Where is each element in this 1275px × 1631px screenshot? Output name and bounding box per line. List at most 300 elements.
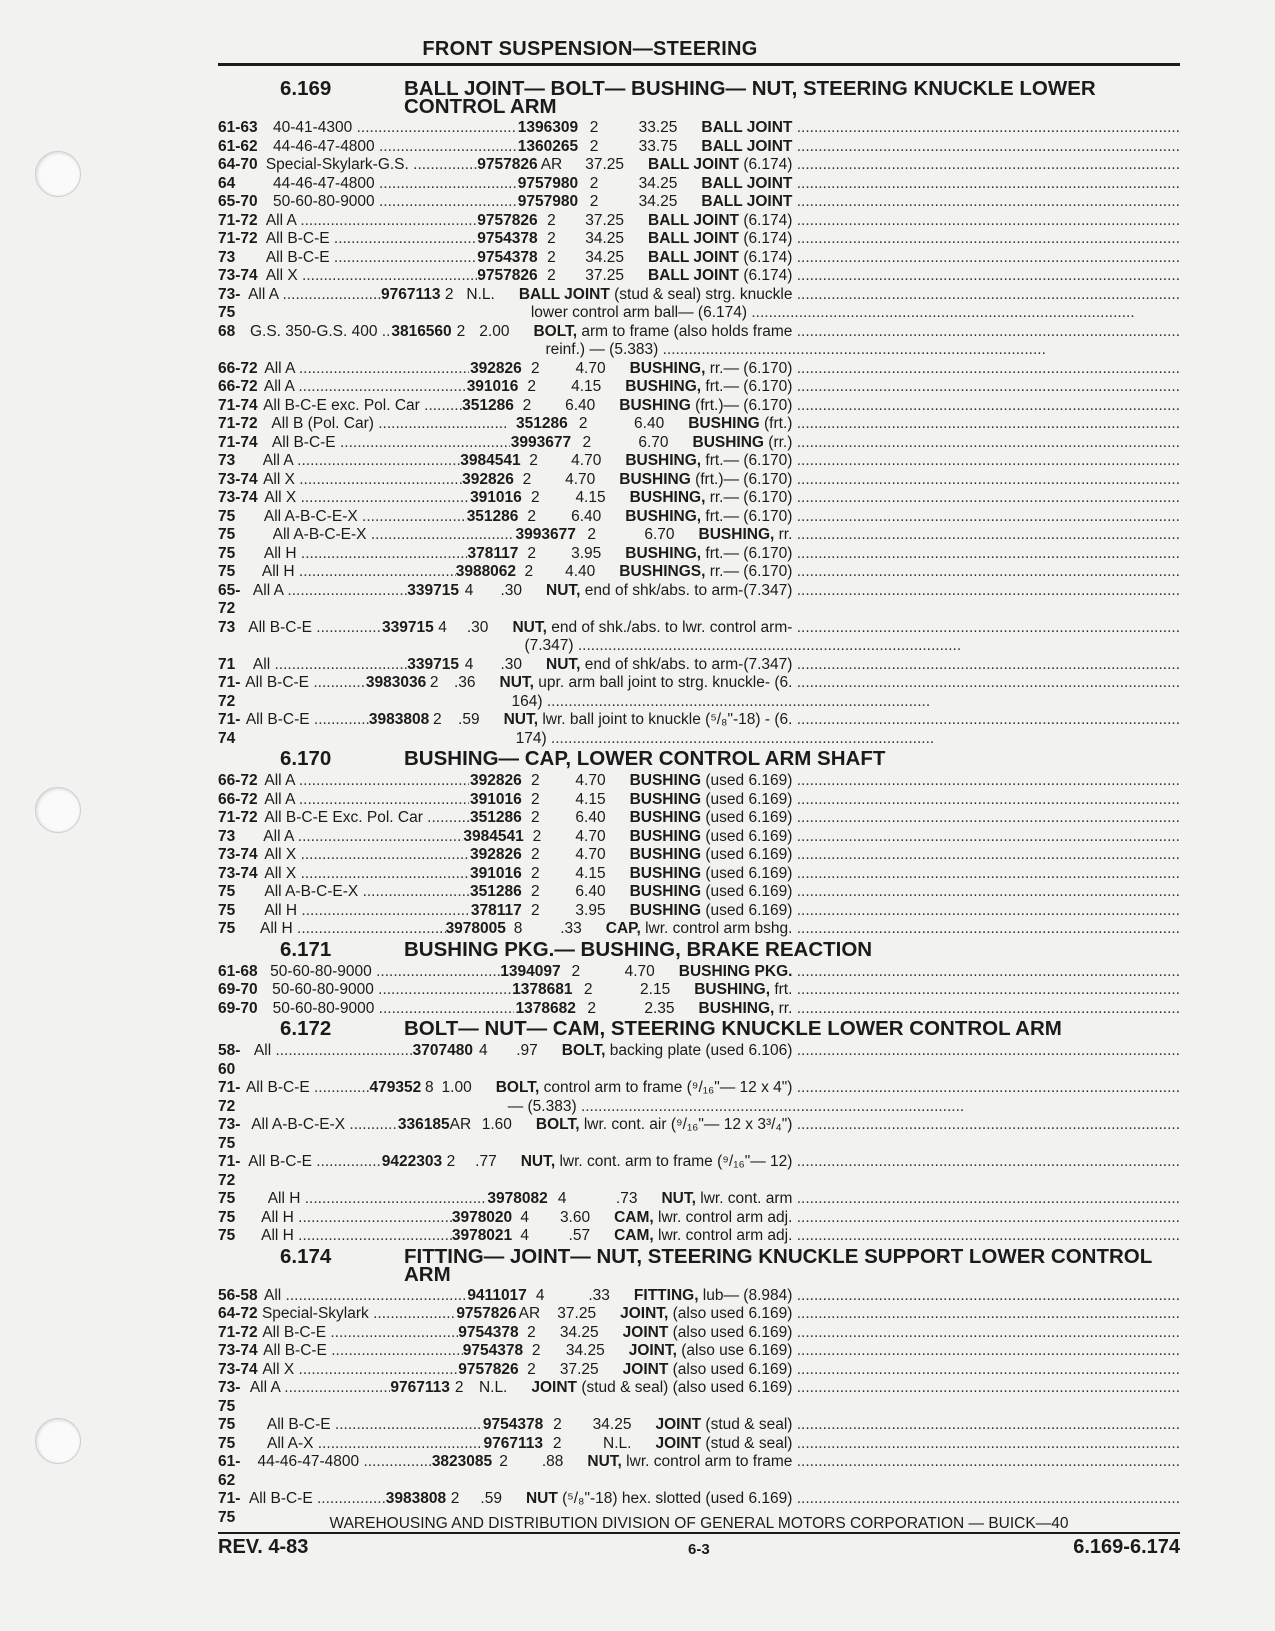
- part-number: 1360265: [517, 137, 579, 155]
- part-number: 3984541: [460, 452, 521, 469]
- part-row: [218, 1000, 1180, 1019]
- part-detail: (used 6.169): [701, 809, 793, 826]
- price: 2.00: [479, 322, 510, 340]
- part-detail: frt.: [770, 981, 793, 998]
- part-detail: lwr. control arm bshg.: [640, 920, 793, 937]
- section-number: 6.171: [280, 937, 332, 961]
- quantity: 4: [520, 1208, 529, 1226]
- part-number: 391016: [466, 378, 519, 395]
- part-detail: (used 6.169): [701, 846, 793, 863]
- model-applicability: G.S. 350-G.S. 400 .....: [250, 323, 391, 360]
- year-range: 71-74: [218, 433, 258, 451]
- part-description: [590, 1209, 1180, 1228]
- part-row: [218, 809, 1180, 828]
- price: 6.40: [565, 396, 596, 414]
- model-applicability: All X .....: [263, 471, 462, 490]
- part-description: [601, 545, 1180, 564]
- part-number: 3978020: [451, 1208, 513, 1226]
- part-number: 3823085: [431, 1453, 493, 1470]
- year-range: 64: [218, 174, 236, 192]
- price: .30: [466, 618, 489, 636]
- description-line: [519, 286, 1180, 305]
- description-line: [701, 138, 1180, 157]
- part-name: BUSHING: [629, 772, 702, 789]
- model-applicability: All B (Pol. Car) .....: [271, 415, 507, 434]
- part-row: [218, 1453, 1180, 1490]
- part-number: 9754378: [477, 230, 538, 247]
- part-description: [476, 674, 1180, 711]
- description-line: [661, 1190, 1180, 1209]
- top-rule: [218, 63, 1180, 66]
- year-range: 71-72: [218, 1323, 258, 1341]
- model-applicability: All X .....: [264, 865, 469, 884]
- section-header: [218, 1018, 1180, 1039]
- part-row: [218, 545, 1180, 564]
- part-name: BOLT,: [535, 1116, 580, 1133]
- part-description: [606, 883, 1180, 902]
- part-name: NUT,: [661, 1190, 696, 1207]
- part-detail: lwr. cont. arm to frame (⁹/₁₆"— 12): [555, 1153, 793, 1170]
- part-name: BUSHING: [619, 470, 691, 488]
- part-detail: (rr.): [764, 433, 793, 451]
- part-number: 3978005: [445, 920, 506, 937]
- part-name: BUSHING: [629, 790, 702, 808]
- quantity: 2: [553, 1416, 562, 1433]
- part-number: 391016: [470, 489, 522, 506]
- part-number: 9754378: [482, 1416, 544, 1433]
- part-name: BUSHING: [692, 433, 764, 451]
- description-line: [699, 526, 1180, 545]
- part-description: [497, 1153, 1180, 1190]
- section-number: 6.170: [280, 747, 332, 770]
- part-name: BUSHING: [629, 809, 702, 826]
- section-header: [218, 748, 1180, 769]
- part-row: [218, 378, 1180, 397]
- description-line: [496, 1079, 1180, 1098]
- year-range: 73-74: [218, 1342, 258, 1359]
- description-line: [625, 378, 1180, 397]
- part-row: [218, 981, 1180, 1000]
- binder-hole: [35, 787, 81, 833]
- price: 4.70: [624, 962, 655, 980]
- description-line: [625, 545, 1180, 564]
- part-row: [218, 508, 1180, 527]
- year-range: 71-72: [218, 1079, 241, 1115]
- part-row: [218, 883, 1180, 902]
- price: .33: [588, 1286, 610, 1304]
- year-range: 73-74: [218, 846, 258, 863]
- quantity: 2: [530, 489, 540, 506]
- part-description: [522, 656, 1180, 675]
- price: 4.70: [565, 470, 596, 488]
- year-range: 73-75: [218, 1379, 241, 1415]
- section-title: BALL JOINT— BOLT— BUSHING— NUT, STEERING KNUCKLE LOWER CONTROL ARM: [404, 77, 1096, 118]
- model-applicability: All B-C-E .....: [248, 1153, 382, 1190]
- part-detail: lwr. ball joint to knuckle (⁵/₈"-18) - (6.: [538, 711, 793, 728]
- section-title: BUSHING PKG.— BUSHING, BRAKE REACTION: [404, 937, 873, 961]
- quantity: 2: [446, 1153, 456, 1170]
- part-name: BALL JOINT: [648, 156, 740, 173]
- part-description: [664, 415, 1180, 434]
- part-name: FITTING,: [633, 1286, 699, 1304]
- model-applicability: All H .....: [261, 1209, 452, 1228]
- part-name: BUSHING,: [625, 378, 702, 395]
- price: 37.25: [557, 1305, 597, 1322]
- year-range: 71-72: [218, 415, 258, 432]
- part-number: 3984541: [463, 827, 524, 845]
- footer-revision: REV. 4-83: [218, 1536, 309, 1558]
- part-detail: (6.174): [739, 211, 793, 229]
- description-line: [693, 434, 1180, 453]
- part-name: BUSHING,: [625, 452, 702, 469]
- part-description: [606, 791, 1180, 810]
- part-detail: (also used 6.169): [668, 1360, 793, 1378]
- model-applicability: All .....: [264, 1287, 467, 1306]
- model-applicability: All B-C-E .....: [246, 711, 369, 748]
- part-row: [218, 249, 1180, 268]
- part-detail: lwr. cont. arm: [695, 1190, 793, 1207]
- part-name: BALL JOINT: [518, 285, 610, 303]
- description-line: [630, 865, 1180, 884]
- price: 2.35: [644, 999, 675, 1017]
- binder-hole: [35, 1418, 81, 1464]
- part-name: JOINT: [531, 1379, 578, 1396]
- quantity: 2: [529, 452, 538, 469]
- model-applicability: All H .....: [264, 902, 469, 921]
- model-applicability: All X .....: [262, 1361, 458, 1380]
- part-row: [218, 471, 1180, 490]
- description-line: [630, 846, 1180, 865]
- price: 6.40: [571, 507, 602, 525]
- part-description: [606, 865, 1180, 884]
- part-description: [677, 119, 1180, 138]
- quantity: 2: [589, 119, 599, 136]
- year-range: 56-58: [218, 1286, 258, 1304]
- part-row: [218, 1116, 1180, 1153]
- price: .59: [458, 711, 480, 728]
- part-number: 9757826: [456, 1305, 517, 1322]
- description-continuation: 164) .....: [500, 693, 1180, 712]
- description-line: [619, 397, 1180, 416]
- part-name: BUSHING: [629, 827, 702, 845]
- price: 37.25: [585, 156, 625, 173]
- price: N.L.: [466, 285, 495, 303]
- part-number: 9754378: [477, 248, 538, 266]
- model-applicability: 44-46-47-4800 .....: [257, 1453, 431, 1490]
- quantity: AR: [449, 1116, 472, 1133]
- description-line: [536, 1116, 1180, 1135]
- section-6-172: [218, 1018, 1180, 1246]
- part-number: 3816560: [391, 322, 452, 340]
- quantity: 4: [464, 581, 474, 599]
- description-line: [620, 1305, 1180, 1324]
- part-description: [606, 846, 1180, 865]
- model-applicability: All B-C-E Exc. Pol. Car .....: [264, 809, 469, 828]
- quantity: 2: [527, 1323, 536, 1341]
- part-row: [218, 119, 1180, 138]
- part-row: [218, 397, 1180, 416]
- part-row: [218, 1435, 1180, 1454]
- part-detail: backing plate (used 6.106): [605, 1042, 793, 1059]
- part-number: 378117: [470, 901, 522, 919]
- footer-division: WAREHOUSING AND DISTRIBUTION DIVISION OF GENERAL MOTORS CORPORATION — BUICK—40: [329, 1515, 1069, 1532]
- year-range: 75: [218, 1227, 236, 1244]
- part-detail: (frt.)— (6.170): [690, 396, 793, 414]
- part-number: 9757826: [477, 211, 538, 229]
- description-continuation: 174) .....: [504, 730, 1180, 749]
- description-line: [655, 1416, 1180, 1435]
- model-applicability: All A-B-C-E-X .....: [264, 883, 469, 902]
- part-name: JOINT: [655, 1434, 702, 1452]
- year-range: 75: [218, 901, 236, 919]
- year-range: 71-72: [218, 230, 258, 247]
- quantity: 2: [530, 359, 540, 377]
- section-6-169: [218, 78, 1180, 748]
- part-description: [472, 1079, 1180, 1116]
- quantity: 2: [524, 563, 534, 580]
- model-applicability: All A .....: [253, 582, 407, 619]
- quantity: 2: [429, 674, 439, 691]
- part-description: [601, 452, 1180, 471]
- description-line: [629, 1342, 1180, 1361]
- part-name: JOINT: [622, 1323, 669, 1341]
- description-line: [587, 1453, 1180, 1472]
- part-number: 3983036: [365, 674, 427, 691]
- part-number: 9757980: [517, 193, 579, 210]
- part-description: [488, 619, 1180, 656]
- price: 2.15: [640, 981, 671, 998]
- part-description: [675, 1000, 1180, 1019]
- year-range: 75: [218, 883, 236, 900]
- quantity: 4: [464, 655, 474, 673]
- description-line: [699, 1000, 1180, 1019]
- description-line: [630, 791, 1180, 810]
- model-applicability: All A .....: [248, 286, 381, 323]
- description-line: [546, 656, 1180, 675]
- description-continuation: — (5.383) .....: [496, 1098, 1180, 1117]
- section-6-170: [218, 748, 1180, 939]
- part-detail: rr.— (6.170): [705, 563, 793, 580]
- model-applicability: All X .....: [264, 489, 469, 508]
- model-applicability: All A .....: [250, 1379, 391, 1416]
- price: 4.15: [575, 790, 606, 808]
- part-number: 9754378: [458, 1323, 519, 1341]
- quantity: 2: [530, 772, 540, 789]
- model-applicability: 50-60-80-9000 .....: [272, 981, 511, 1000]
- quantity: 2: [589, 137, 599, 155]
- part-row: [218, 1324, 1180, 1343]
- price: 4.70: [575, 827, 606, 845]
- part-detail: (⁵/₈"-18) hex. slotted (used 6.169): [557, 1490, 793, 1507]
- part-detail: frt.— (6.170): [701, 544, 793, 562]
- part-name: BUSHING: [629, 883, 702, 900]
- year-range: 73: [218, 618, 236, 636]
- part-description: [595, 397, 1180, 416]
- description-line: [562, 1042, 1180, 1061]
- part-detail: (stud & seal) (also used 6.169): [577, 1379, 793, 1396]
- part-number: 9757826: [477, 156, 538, 173]
- price: .59: [480, 1490, 502, 1507]
- section-header: [218, 939, 1180, 960]
- part-name: CAM,: [614, 1208, 654, 1226]
- model-applicability: All .....: [253, 656, 407, 675]
- part-number: 3993677: [510, 433, 572, 451]
- quantity: AR: [518, 1305, 541, 1322]
- part-detail: control arm to frame (⁹/₁₆"— 12 x 4"): [539, 1079, 793, 1096]
- year-range: 73-75: [218, 285, 241, 321]
- quantity: 4: [520, 1227, 529, 1244]
- model-applicability: All A .....: [263, 452, 461, 471]
- part-number: 9767113: [483, 1434, 543, 1452]
- model-applicability: All X .....: [266, 267, 477, 286]
- part-detail: upr. arm ball joint to strg. knuckle- (6.: [533, 674, 793, 691]
- price: 3.95: [575, 901, 606, 919]
- price: .36: [453, 674, 476, 691]
- quantity: 2: [532, 827, 542, 845]
- part-description: [596, 1305, 1180, 1324]
- part-row: [218, 563, 1180, 582]
- quantity: 2: [547, 267, 556, 284]
- part-detail: (used 6.169): [701, 883, 793, 900]
- part-row: [218, 1042, 1180, 1079]
- part-name: NUT,: [512, 618, 547, 636]
- part-number: 3983808: [368, 711, 430, 728]
- year-range: 73: [218, 248, 236, 266]
- model-applicability: All B-C-E .....: [249, 1490, 386, 1527]
- model-applicability: 50-60-80-9000 .....: [270, 963, 500, 982]
- price: 6.70: [644, 526, 675, 543]
- part-name: BOLT,: [561, 1042, 606, 1059]
- part-description: [582, 920, 1180, 939]
- part-number: 3978082: [487, 1190, 548, 1207]
- part-name: BUSHING,: [698, 999, 775, 1017]
- part-row: [218, 828, 1180, 847]
- part-number: 351286: [470, 883, 522, 900]
- model-applicability: All A .....: [264, 378, 467, 397]
- part-description: [624, 230, 1180, 249]
- model-applicability: All .....: [254, 1042, 413, 1079]
- year-range: 71: [218, 655, 236, 673]
- part-name: NUT,: [587, 1453, 622, 1470]
- part-name: BALL JOINT: [701, 174, 793, 192]
- price: 37.25: [585, 211, 625, 229]
- part-name: BUSHING: [629, 846, 702, 863]
- part-number: 1396309: [517, 119, 579, 136]
- part-description: [495, 286, 1180, 323]
- year-range: 71-72: [218, 674, 241, 710]
- year-range: 64-72: [218, 1305, 258, 1322]
- description-line: [531, 1379, 1180, 1398]
- quantity: 2: [456, 322, 466, 340]
- section-title: FITTING— JOINT— NUT, STEERING KNUCKLE SUPPORT LOWER CONTROL ARM: [404, 1244, 1152, 1286]
- year-range: 73-74: [218, 267, 258, 284]
- part-detail: (frt.): [759, 415, 793, 432]
- quantity: 2: [531, 1342, 541, 1359]
- quantity: 2: [547, 230, 556, 247]
- part-row: [218, 1379, 1180, 1416]
- part-detail: lwr. control arm to frame: [621, 1453, 793, 1470]
- part-detail: (used 6.169): [701, 864, 793, 882]
- price: 4.70: [575, 772, 606, 789]
- part-row: [218, 582, 1180, 619]
- price: 37.25: [559, 1360, 599, 1378]
- part-row: [218, 230, 1180, 249]
- year-range: 73-75: [218, 1116, 241, 1152]
- description-line: [701, 119, 1180, 138]
- part-number: 9767113: [390, 1379, 450, 1396]
- part-number: 1394097: [500, 962, 561, 980]
- description-line: [648, 230, 1180, 249]
- part-row: [218, 963, 1180, 982]
- part-name: BUSHING,: [698, 526, 775, 543]
- part-description: [605, 1342, 1180, 1361]
- quantity: 2: [530, 901, 540, 919]
- model-applicability: All A-B-C-E-X .....: [264, 508, 467, 527]
- part-detail: rr.— (6.170): [705, 489, 793, 506]
- part-description: [637, 1190, 1180, 1209]
- price: .30: [500, 655, 523, 673]
- part-row: [218, 791, 1180, 810]
- year-range: 66-72: [218, 378, 258, 395]
- part-detail: (also used 6.169): [668, 1305, 793, 1322]
- part-detail: (6.174): [739, 156, 793, 173]
- description-line: [630, 828, 1180, 847]
- part-description: [606, 360, 1180, 379]
- part-row: [218, 1227, 1180, 1246]
- year-range: 75: [218, 1434, 236, 1452]
- price: 34.25: [638, 174, 678, 192]
- section-header: [218, 1246, 1180, 1284]
- model-applicability: 44-46-47-4800 .....: [273, 138, 516, 157]
- year-range: 75: [218, 526, 236, 543]
- part-row: [218, 902, 1180, 921]
- description-line: [630, 902, 1180, 921]
- price: 4.70: [575, 359, 606, 377]
- description-line: [630, 883, 1180, 902]
- part-description: [624, 212, 1180, 231]
- description-line: [619, 563, 1180, 582]
- part-number: 9754378: [462, 1342, 524, 1359]
- price: .30: [500, 581, 523, 599]
- price: 6.40: [575, 809, 606, 826]
- part-number: 3707480: [412, 1042, 473, 1059]
- model-applicability: All B-C-E .....: [262, 1324, 458, 1343]
- part-row: [218, 286, 1180, 323]
- part-description: [606, 828, 1180, 847]
- part-row: [218, 175, 1180, 194]
- part-detail: (also used 6.169): [668, 1323, 793, 1341]
- part-number: 9422303: [381, 1153, 443, 1170]
- part-name: BUSHING,: [625, 544, 702, 562]
- part-number: 3978021: [451, 1227, 513, 1244]
- description-line: [533, 323, 1180, 342]
- part-description: [480, 711, 1180, 748]
- part-name: NUT,: [546, 581, 581, 599]
- part-number: 3993677: [515, 526, 576, 543]
- section-6-171: [218, 939, 1180, 1019]
- part-number: 9757826: [477, 267, 538, 284]
- quantity: 2: [589, 174, 599, 192]
- parts-list: [218, 78, 1180, 1527]
- part-number: 339715: [407, 655, 459, 673]
- part-description: [606, 809, 1180, 828]
- price: 4.15: [575, 864, 606, 882]
- model-applicability: All B-C-E .....: [266, 249, 477, 268]
- part-number: 9757826: [458, 1360, 519, 1378]
- model-applicability: All B-C-E .....: [266, 230, 477, 249]
- price: 37.25: [585, 267, 625, 284]
- part-description: [624, 156, 1180, 175]
